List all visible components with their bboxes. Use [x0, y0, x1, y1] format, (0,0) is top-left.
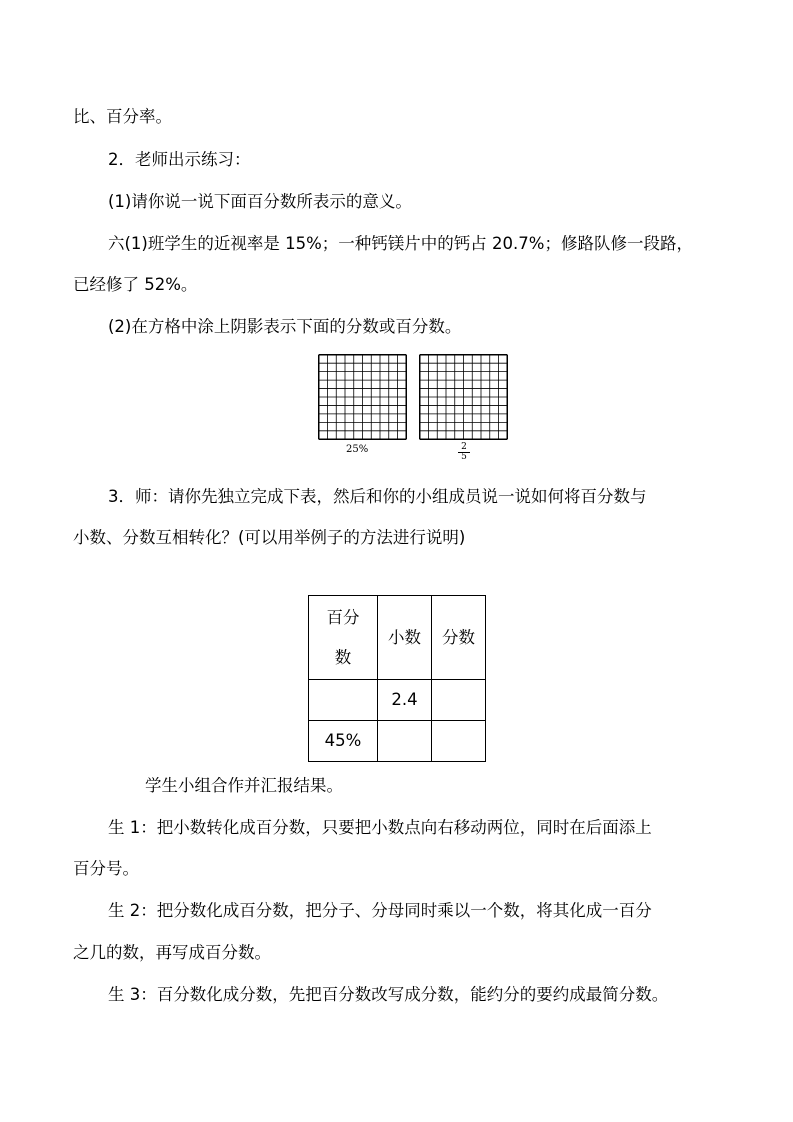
grid-label-percent: 25%	[346, 444, 369, 455]
paragraph-student-1: 生 1：把小数转化成百分数，只要把小数点向右移动两位，同时在后面添上	[108, 818, 652, 837]
paragraph-group-report: 学生小组合作并汇报结果。	[145, 776, 343, 795]
paragraph-continuation: 比、百分率。	[73, 107, 172, 126]
table-cell	[309, 680, 378, 721]
paragraph-student-2-cont: 之几的数，再写成百分数。	[73, 943, 271, 962]
table-cell: 2.4	[378, 680, 432, 721]
table-cell	[378, 721, 432, 762]
paragraph-student-3: 生 3：百分数化成分数，先把百分数改写成分数，能约分的要约成最简分数。	[108, 985, 669, 1004]
paragraph-student-1-cont: 百分号。	[73, 859, 139, 878]
header-fraction: 分数	[432, 596, 486, 680]
paragraph-percent-examples: 六(1)班学生的近视率是 15%；一种钙镁片中的钙占 20.7%；修路队修一段路，	[108, 234, 693, 253]
table-row	[309, 721, 486, 762]
hundred-grid-right	[419, 354, 508, 440]
header-percent-line1: 百分	[326, 607, 360, 627]
paragraph-exercise-1: (1)请你说一说下面百分数所表示的意义。	[108, 192, 412, 211]
table-cell	[432, 680, 486, 721]
fraction-denominator: 5	[461, 452, 467, 462]
table-row	[309, 680, 486, 721]
paragraph-step-3: 3．师：请你先独立完成下表，然后和你的小组成员说一说如何将百分数与	[108, 487, 647, 506]
fraction-numerator: 2	[458, 443, 470, 453]
hundred-grid-left-svg	[318, 354, 407, 440]
hundred-grid-left	[318, 354, 407, 440]
table-cell: 45%	[309, 721, 378, 762]
header-percent-line2: 数	[334, 647, 352, 667]
table-header-row	[309, 596, 486, 680]
paragraph-step-3-cont: 小数、分数互相转化？(可以用举例子的方法进行说明)	[73, 528, 466, 547]
table-cell	[432, 721, 486, 762]
conversion-table	[308, 595, 486, 762]
grid-label-fraction	[458, 443, 470, 462]
hundred-grid-right-svg	[419, 354, 508, 440]
paragraph-exercise-2: (2)在方格中涂上阴影表示下面的分数或百分数。	[108, 317, 462, 336]
paragraph-step-2: 2．老师出示练习：	[108, 150, 251, 169]
paragraph-student-2: 生 2：把分数化成百分数，把分子、分母同时乘以一个数，将其化成一百分	[108, 901, 652, 920]
header-decimal: 小数	[378, 596, 432, 680]
paragraph-percent-examples-cont: 已经修了 52%。	[73, 275, 198, 294]
header-percent	[309, 596, 378, 680]
